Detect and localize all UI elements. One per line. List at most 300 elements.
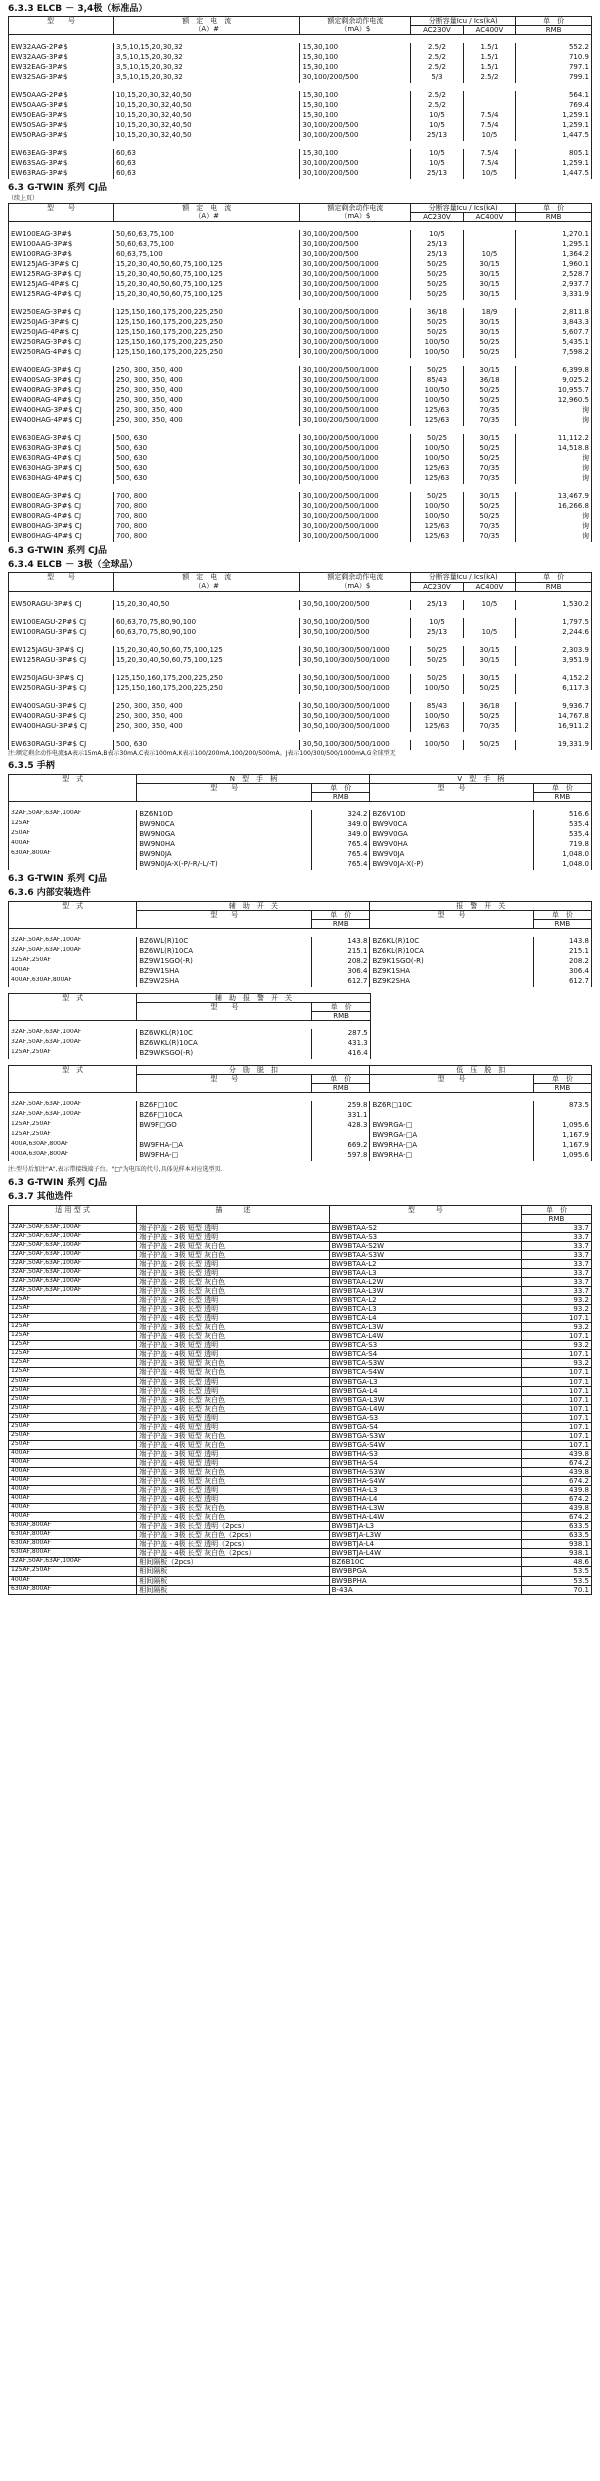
type-cell: 250AF — [9, 1422, 137, 1431]
type-cell — [9, 860, 137, 870]
elcb-cj-table — [8, 203, 592, 542]
footnote: 注:型号后加注"A",表示带接线端子台。"□"为电压的代号,具体见样本对应选型页. — [8, 1166, 223, 1174]
type-cell: 125AF — [9, 1314, 137, 1323]
type-cell: 125AF,250AF — [9, 957, 137, 967]
table-row — [9, 1368, 592, 1377]
group-spacer — [9, 591, 592, 600]
col-residual-current: 额定剩余动作电流 （mA）$ — [300, 17, 411, 35]
table-row — [9, 1395, 592, 1404]
table-row — [9, 1323, 592, 1332]
price-cell: 439.8 — [522, 1504, 592, 1513]
price-cell: 1,095.6 — [533, 1121, 591, 1131]
col-rmb: RMB — [516, 212, 592, 221]
type-cell: 400A,630AF,800AF — [9, 1141, 137, 1151]
table-row — [9, 656, 592, 666]
ac230-cell: 2.5/2 — [411, 91, 463, 101]
t3-table — [8, 1065, 592, 1161]
ac400-cell: 10/5 — [463, 600, 515, 610]
col-type: 型 式 — [9, 901, 137, 928]
type-cell: 400AF — [9, 1477, 137, 1486]
price-cell: 107.1 — [522, 1422, 592, 1431]
residual-cell: 30,100/200/500/1000 — [300, 386, 411, 396]
residual-cell: 30,100/200/500/1000 — [300, 474, 411, 484]
model-cell: BW9RGA-□A — [370, 1131, 533, 1141]
price-cell: 769.4 — [516, 101, 592, 111]
model-cell: BW9BTJA-L4 — [329, 1540, 521, 1549]
price-cell: 1,364.2 — [516, 250, 592, 260]
type-cell: 125AF — [9, 1368, 137, 1377]
ac230-cell: 125/63 — [411, 464, 463, 474]
ac400-cell — [463, 618, 515, 628]
residual-cell: 30,50,100/300/500/1000 — [300, 646, 411, 656]
ac400-cell: 30/15 — [463, 318, 515, 328]
model-cell: BW9BTAA-L3W — [329, 1287, 521, 1296]
model-cell: EW50AAG-2P#$ — [9, 91, 114, 101]
model-cell: BZ9W2SHA — [137, 977, 312, 987]
residual-cell: 30,100/200/500/1000 — [300, 492, 411, 502]
col-residual-current: 额定剩余动作电流 （mA）$ — [300, 573, 411, 591]
footnote: 注:额定剩余动作电流$A表示15mA,B表示30mA,C表示100mA,K表示100/200mA,100/200/500mA。J表示100/300/500/1000mA,G全球型无 — [8, 749, 396, 757]
type-cell: 32AF,50AF,63AF,100AF — [9, 1277, 137, 1286]
table-row — [9, 1495, 592, 1504]
ac400-cell: 30/15 — [463, 270, 515, 280]
table-row — [9, 492, 592, 502]
model-cell: BW9BTHA-S4 — [329, 1458, 521, 1467]
ac230-cell: 100/50 — [411, 386, 463, 396]
model-cell: BW9BTCA-L3W — [329, 1323, 521, 1332]
model-cell: BZ6B10C — [329, 1558, 521, 1567]
table-row — [9, 250, 592, 260]
table-row — [9, 1422, 592, 1431]
residual-cell: 30,100/200/500/1000 — [300, 308, 411, 318]
ac230-cell: 25/13 — [411, 131, 463, 141]
ac230-cell: 5/3 — [411, 73, 463, 83]
desc-cell: 端子护盖 - 4极 长型 灰白色 — [137, 1513, 329, 1522]
col-type: 型 式 — [9, 1065, 137, 1092]
n-price-cell: 765.4 — [312, 840, 370, 850]
price-cell: 33.7 — [522, 1223, 592, 1232]
n-model-cell: BW9N0JA-X(-P/-R/-L/-T) — [137, 860, 312, 870]
price-cell — [312, 1131, 370, 1141]
col-model: 型 号 — [9, 573, 114, 591]
type-cell: 250AF — [9, 830, 137, 840]
group-head: 辅 助 开 关 — [137, 901, 370, 910]
table-row — [9, 740, 592, 750]
table-row — [9, 618, 592, 628]
table-row — [9, 444, 592, 454]
table-row — [9, 1296, 592, 1305]
group-head: 报 警 开 关 — [370, 901, 592, 910]
n-model-cell: BW9N0HA — [137, 840, 312, 850]
elcb-standard-table — [8, 16, 592, 179]
continued-label: （续上页） — [8, 194, 39, 202]
price-cell: 674.2 — [522, 1458, 592, 1467]
table-row — [9, 454, 592, 464]
model-cell: EW250EAG-3P#$ CJ — [9, 308, 114, 318]
model-cell: BW9F□GO — [137, 1121, 312, 1131]
col-type: 型 式 — [9, 774, 137, 801]
ac400-cell: 10/5 — [463, 169, 515, 179]
price-cell: 询 — [516, 512, 592, 522]
ac230-cell: 2.5/2 — [411, 63, 463, 73]
residual-cell: 30,100/200/500 — [300, 159, 411, 169]
desc-cell: 端子护盖 - 3极 短型 透明 — [137, 1413, 329, 1422]
model-cell: BZ6R□10C — [370, 1101, 533, 1111]
model-cell: EW100RAG-3P#$ — [9, 250, 114, 260]
price-cell: 107.1 — [522, 1395, 592, 1404]
current-cell: 125,150,160,175,200,225,250 — [113, 308, 300, 318]
model-cell: BW9BPGA — [329, 1567, 521, 1576]
price-cell: 6,399.8 — [516, 366, 592, 376]
model-cell: BW9BTJA-L3 — [329, 1522, 521, 1531]
col-rmb: RMB — [516, 582, 592, 591]
group-spacer — [9, 732, 592, 740]
table-row — [9, 386, 592, 396]
desc-cell: 端子护盖 - 4极 长型 灰白色 — [137, 1332, 329, 1341]
price-cell: 107.1 — [522, 1386, 592, 1395]
model-cell: BZ9K1SHA — [370, 967, 533, 977]
desc-cell: 端子护盖 - 4极 长型 透明（2pcs） — [137, 1540, 329, 1549]
price-cell: 439.8 — [522, 1486, 592, 1495]
residual-cell: 30,100/200/500/1000 — [300, 454, 411, 464]
residual-cell: 30,100/200/500 — [300, 230, 411, 240]
price-cell: 33.7 — [522, 1232, 592, 1241]
type-cell: 125AF — [9, 1296, 137, 1305]
current-cell: 10,15,20,30,32,40,50 — [113, 111, 300, 121]
table-row — [9, 820, 592, 830]
col-rmb: RMB — [312, 919, 370, 928]
current-cell: 10,15,20,30,32,40,50 — [113, 101, 300, 111]
ac230-cell: 85/43 — [411, 702, 463, 712]
price-cell: 48.6 — [522, 1558, 592, 1567]
price-cell: 5,435.1 — [516, 338, 592, 348]
type-cell: 125AF,250AF — [9, 1567, 137, 1576]
residual-cell: 30,100/200/500/1000 — [300, 522, 411, 532]
type-cell: 400AF — [9, 967, 137, 977]
table-row — [9, 947, 592, 957]
table-row — [9, 230, 592, 240]
price-cell: 107.1 — [522, 1350, 592, 1359]
section-636 — [8, 874, 592, 1174]
desc-cell: 相间隔板 — [137, 1585, 329, 1594]
type-cell: 32AF,50AF,63AF,100AF — [9, 1232, 137, 1241]
other-options-table — [8, 1205, 592, 1595]
price-cell: 1,530.2 — [516, 600, 592, 610]
ac400-cell: 70/35 — [463, 416, 515, 426]
v-model-cell: BW9V0HA — [370, 840, 533, 850]
residual-cell: 15,30,100 — [300, 111, 411, 121]
ac400-cell: 50/25 — [463, 396, 515, 406]
residual-cell: 15,30,100 — [300, 63, 411, 73]
desc-cell: 端子护盖 - 2极 短型 灰白色 — [137, 1241, 329, 1250]
desc-cell: 端子护盖 - 2极 长型 灰白色 — [137, 1277, 329, 1286]
ac400-cell: 30/15 — [463, 280, 515, 290]
price-cell: 1,797.5 — [516, 618, 592, 628]
model-cell: EW800RAG-3P#$ CJ — [9, 502, 114, 512]
model-cell: BZ6WKL(R)10C — [137, 1029, 312, 1039]
price-cell: 9,936.7 — [516, 702, 592, 712]
current-cell: 50,60,63,75,100 — [113, 240, 300, 250]
model-cell: BZ6WL(R)10CA — [137, 947, 312, 957]
col-rmb: RMB — [533, 792, 591, 801]
desc-cell: 端子护盖 - 2极 短型 透明 — [137, 1223, 329, 1232]
ac230-cell: 50/25 — [411, 646, 463, 656]
subsection-title: 6.3.7 其他选件 — [8, 1192, 73, 1203]
price-cell: 33.7 — [522, 1250, 592, 1259]
residual-cell: 30,100/200/500 — [300, 240, 411, 250]
ac230-cell: 100/50 — [411, 338, 463, 348]
section-title: 6.3 G-TWIN 系列 CJ品 — [8, 873, 108, 884]
model-cell: BW9BTHA-S3W — [329, 1467, 521, 1476]
model-cell: BW9BTHA-L3 — [329, 1486, 521, 1495]
n-price-cell: 349.0 — [312, 830, 370, 840]
type-cell: 125AF — [9, 1305, 137, 1314]
model-cell: BW9BTCA-L4 — [329, 1314, 521, 1323]
desc-cell: 端子护盖 - 3极 短型 灰白色 — [137, 1431, 329, 1440]
table-row — [9, 1039, 593, 1049]
ac230-cell: 2.5/2 — [411, 53, 463, 63]
table-row — [9, 53, 592, 63]
type-cell: 400AF — [9, 1467, 137, 1476]
current-cell: 60,63 — [113, 149, 300, 159]
table-row — [9, 308, 592, 318]
price-cell: 797.1 — [516, 63, 592, 73]
type-cell: 32AF,50AF,63AF,100AF — [9, 1241, 137, 1250]
ac230-cell: 125/63 — [411, 532, 463, 542]
price-cell: 107.1 — [522, 1368, 592, 1377]
model-cell: EW630RAG-3P#$ CJ — [9, 444, 114, 454]
current-cell: 700, 800 — [113, 512, 300, 522]
residual-cell: 30,50,100/200/500 — [300, 618, 411, 628]
table-row — [9, 1232, 592, 1241]
model-cell: EW63SAG-3P#$ — [9, 159, 114, 169]
price-cell: 3,843.3 — [516, 318, 592, 328]
table-row — [9, 1486, 592, 1495]
residual-cell: 30,100/200/500/1000 — [300, 270, 411, 280]
blank-cell — [370, 1029, 592, 1039]
price-cell: 674.2 — [522, 1477, 592, 1486]
ac230-cell: 50/25 — [411, 434, 463, 444]
price-cell: 597.8 — [312, 1151, 370, 1161]
group-spacer — [9, 610, 592, 618]
model-cell: EW50RAGU-3P#$ CJ — [9, 600, 114, 610]
model-cell: EW50AAG-3P#$ — [9, 101, 114, 111]
price-cell: 2,811.8 — [516, 308, 592, 318]
price-cell: 552.2 — [516, 43, 592, 53]
current-cell: 15,20,30,40,50 — [113, 600, 300, 610]
col-model: 型 号 — [370, 1074, 533, 1092]
price-cell: 306.4 — [312, 967, 370, 977]
price-cell: 107.1 — [522, 1332, 592, 1341]
table-row — [9, 1440, 592, 1449]
v-price-cell: 535.4 — [533, 830, 591, 840]
desc-cell: 端子护盖 - 4极 长型 透明 — [137, 1314, 329, 1323]
ac230-cell: 36/18 — [411, 308, 463, 318]
model-cell: EW630HAG-3P#$ CJ — [9, 464, 114, 474]
type-cell: 630AF,800AF — [9, 1540, 137, 1549]
table-row — [9, 131, 592, 141]
residual-cell: 30,100/200/500 — [300, 250, 411, 260]
group-spacer — [9, 83, 592, 91]
model-cell: BZ6KL(R)10C — [370, 937, 533, 947]
table-row — [9, 260, 592, 270]
price-cell: 107.1 — [522, 1413, 592, 1422]
price-cell: 93.2 — [522, 1359, 592, 1368]
model-cell: BZ9K1SGO(-R) — [370, 957, 533, 967]
table-row — [9, 169, 592, 179]
table-row — [9, 1223, 592, 1232]
table-row — [9, 684, 592, 694]
type-cell: 630AF,800AF — [9, 1522, 137, 1531]
group-spacer — [9, 1020, 371, 1029]
residual-cell: 30,100/200/500 — [300, 169, 411, 179]
model-cell: BW9RHA-□ — [370, 1151, 533, 1161]
price-cell: 93.2 — [522, 1296, 592, 1305]
price-cell: 633.5 — [522, 1522, 592, 1531]
col-rmb: RMB — [516, 26, 592, 35]
residual-cell: 30,50,100/300/500/1000 — [300, 722, 411, 732]
table-row — [9, 1467, 592, 1476]
type-cell: 125AF — [9, 1332, 137, 1341]
table-row — [9, 240, 592, 250]
price-cell: 询 — [516, 416, 592, 426]
current-cell: 15,20,30,40,50,60,75,100,125 — [113, 270, 300, 280]
price-cell: 107.1 — [522, 1377, 592, 1386]
table-row — [9, 1513, 592, 1522]
price-cell: 805.1 — [516, 149, 592, 159]
group-spacer — [9, 801, 592, 810]
col-breaking-capacity: 分断容量Icu / Ics(kA) — [411, 17, 516, 26]
ac230-cell: 10/5 — [411, 618, 463, 628]
col-price: 单 价 — [533, 910, 591, 919]
price-cell: 12,960.5 — [516, 396, 592, 406]
col-breaking-capacity: 分断容量Icu / Ics(kA) — [411, 573, 516, 582]
table-row — [9, 1305, 592, 1314]
residual-cell: 30,100/200/500/1000 — [300, 338, 411, 348]
ac230-cell: 125/63 — [411, 522, 463, 532]
model-cell: BW9BTCA-L4W — [329, 1332, 521, 1341]
current-cell: 500, 630 — [113, 740, 300, 750]
price-cell: 1,447.5 — [516, 169, 592, 179]
price-cell: 询 — [516, 522, 592, 532]
residual-cell: 30,100/200/500/1000 — [300, 502, 411, 512]
desc-cell: 端子护盖 - 4极 短型 灰白色 — [137, 1477, 329, 1486]
price-cell: 439.8 — [522, 1449, 592, 1458]
current-cell: 125,150,160,175,200,225,250 — [113, 328, 300, 338]
type-cell: 32AF,50AF,63AF,100AF — [9, 810, 137, 820]
price-cell: 107.1 — [522, 1314, 592, 1323]
col-rated-current: 额 定 电 流 （A）# — [113, 203, 300, 221]
residual-cell: 30,100/200/500 — [300, 73, 411, 83]
price-cell — [533, 1111, 591, 1121]
model-cell: BW9BTCA-S3W — [329, 1359, 521, 1368]
price-cell: 674.2 — [522, 1495, 592, 1504]
model-cell: BW9BTGA-L3 — [329, 1377, 521, 1386]
type-cell: 32AF,50AF,63AF,100AF — [9, 947, 137, 957]
price-cell: 107.1 — [522, 1404, 592, 1413]
table-row — [9, 1431, 592, 1440]
model-cell: EW250JAG-4P#$ CJ — [9, 328, 114, 338]
price-cell: 287.5 — [312, 1029, 370, 1039]
table-row — [9, 628, 592, 638]
v-handle-head: V 型 手 柄 — [370, 774, 592, 783]
col-ac230: AC230V — [411, 582, 463, 591]
type-cell: 32AF,50AF,63AF,100AF — [9, 1250, 137, 1259]
ac400-cell: 7.5/4 — [463, 111, 515, 121]
ac230-cell: 25/13 — [411, 628, 463, 638]
type-cell: 400AF — [9, 1449, 137, 1458]
col-model: 型 号 — [9, 203, 114, 221]
group-spacer — [9, 300, 592, 308]
current-cell: 3,5,10,15,20,30,32 — [113, 53, 300, 63]
price-cell: 3,951.9 — [516, 656, 592, 666]
model-cell: BW9BTCA-L2 — [329, 1296, 521, 1305]
col-rmb: RMB — [312, 792, 370, 801]
model-cell: BZ9K2SHA — [370, 977, 533, 987]
model-cell: EW32EAG-3P#$ — [9, 63, 114, 73]
type-cell: 250AF — [9, 1377, 137, 1386]
type-cell: 400AF — [9, 840, 137, 850]
price-cell: 431.3 — [312, 1039, 370, 1049]
price-cell: 3,331.9 — [516, 290, 592, 300]
model-cell: EW400RAG-3P#$ CJ — [9, 386, 114, 396]
price-cell: 1,960.1 — [516, 260, 592, 270]
desc-cell: 端子护盖 - 3极 短型 透明 — [137, 1232, 329, 1241]
n-price-cell: 324.2 — [312, 810, 370, 820]
group-spacer — [9, 1093, 592, 1102]
current-cell: 3,5,10,15,20,30,32 — [113, 63, 300, 73]
table-row — [9, 101, 592, 111]
ac400-cell: 50/25 — [463, 712, 515, 722]
ac230-cell: 2.5/2 — [411, 43, 463, 53]
ac400-cell — [463, 240, 515, 250]
n-price-cell: 765.4 — [312, 860, 370, 870]
v-model-cell: BZ6V10D — [370, 810, 533, 820]
ac400-cell: 2.5/2 — [463, 73, 515, 83]
desc-cell: 端子护盖 - 3极 短型 灰白色 — [137, 1250, 329, 1259]
residual-cell: 30,50,100/300/500/1000 — [300, 712, 411, 722]
price-cell: 669.2 — [312, 1141, 370, 1151]
price-cell: 674.2 — [522, 1513, 592, 1522]
table-row — [9, 1101, 592, 1111]
price-cell: 710.9 — [516, 53, 592, 63]
ac230-cell: 2.5/2 — [411, 101, 463, 111]
price-cell: 208.2 — [312, 957, 370, 967]
price-cell: 331.1 — [312, 1111, 370, 1121]
current-cell: 250, 300, 350, 400 — [113, 722, 300, 732]
model-cell: EW400RAGU-3P#$ CJ — [9, 712, 114, 722]
type-cell: 250AF — [9, 1404, 137, 1413]
residual-cell: 15,30,100 — [300, 149, 411, 159]
group-head: 分 励 脱 扣 — [137, 1065, 370, 1074]
model-cell: BW9BTHA-S3 — [329, 1449, 521, 1458]
table-row — [9, 348, 592, 358]
model-cell: EW250RAGU-3P#$ CJ — [9, 684, 114, 694]
desc-cell: 端子护盖 - 4极 长型 灰白色（2pcs） — [137, 1549, 329, 1558]
model-cell: BZ6WL(R)10C — [137, 937, 312, 947]
type-cell: 250AF — [9, 1413, 137, 1422]
model-cell: BW9BTAA-S3W — [329, 1250, 521, 1259]
current-cell: 700, 800 — [113, 502, 300, 512]
col-model: 型 号 — [9, 17, 114, 35]
col-ac400: AC400V — [463, 212, 515, 221]
model-cell: BZ6KL(R)10CA — [370, 947, 533, 957]
price-cell: 5,607.7 — [516, 328, 592, 338]
residual-cell: 30,100/200/500/1000 — [300, 290, 411, 300]
table-row — [9, 1549, 592, 1558]
table-row — [9, 1458, 592, 1467]
section-635 — [8, 761, 592, 869]
